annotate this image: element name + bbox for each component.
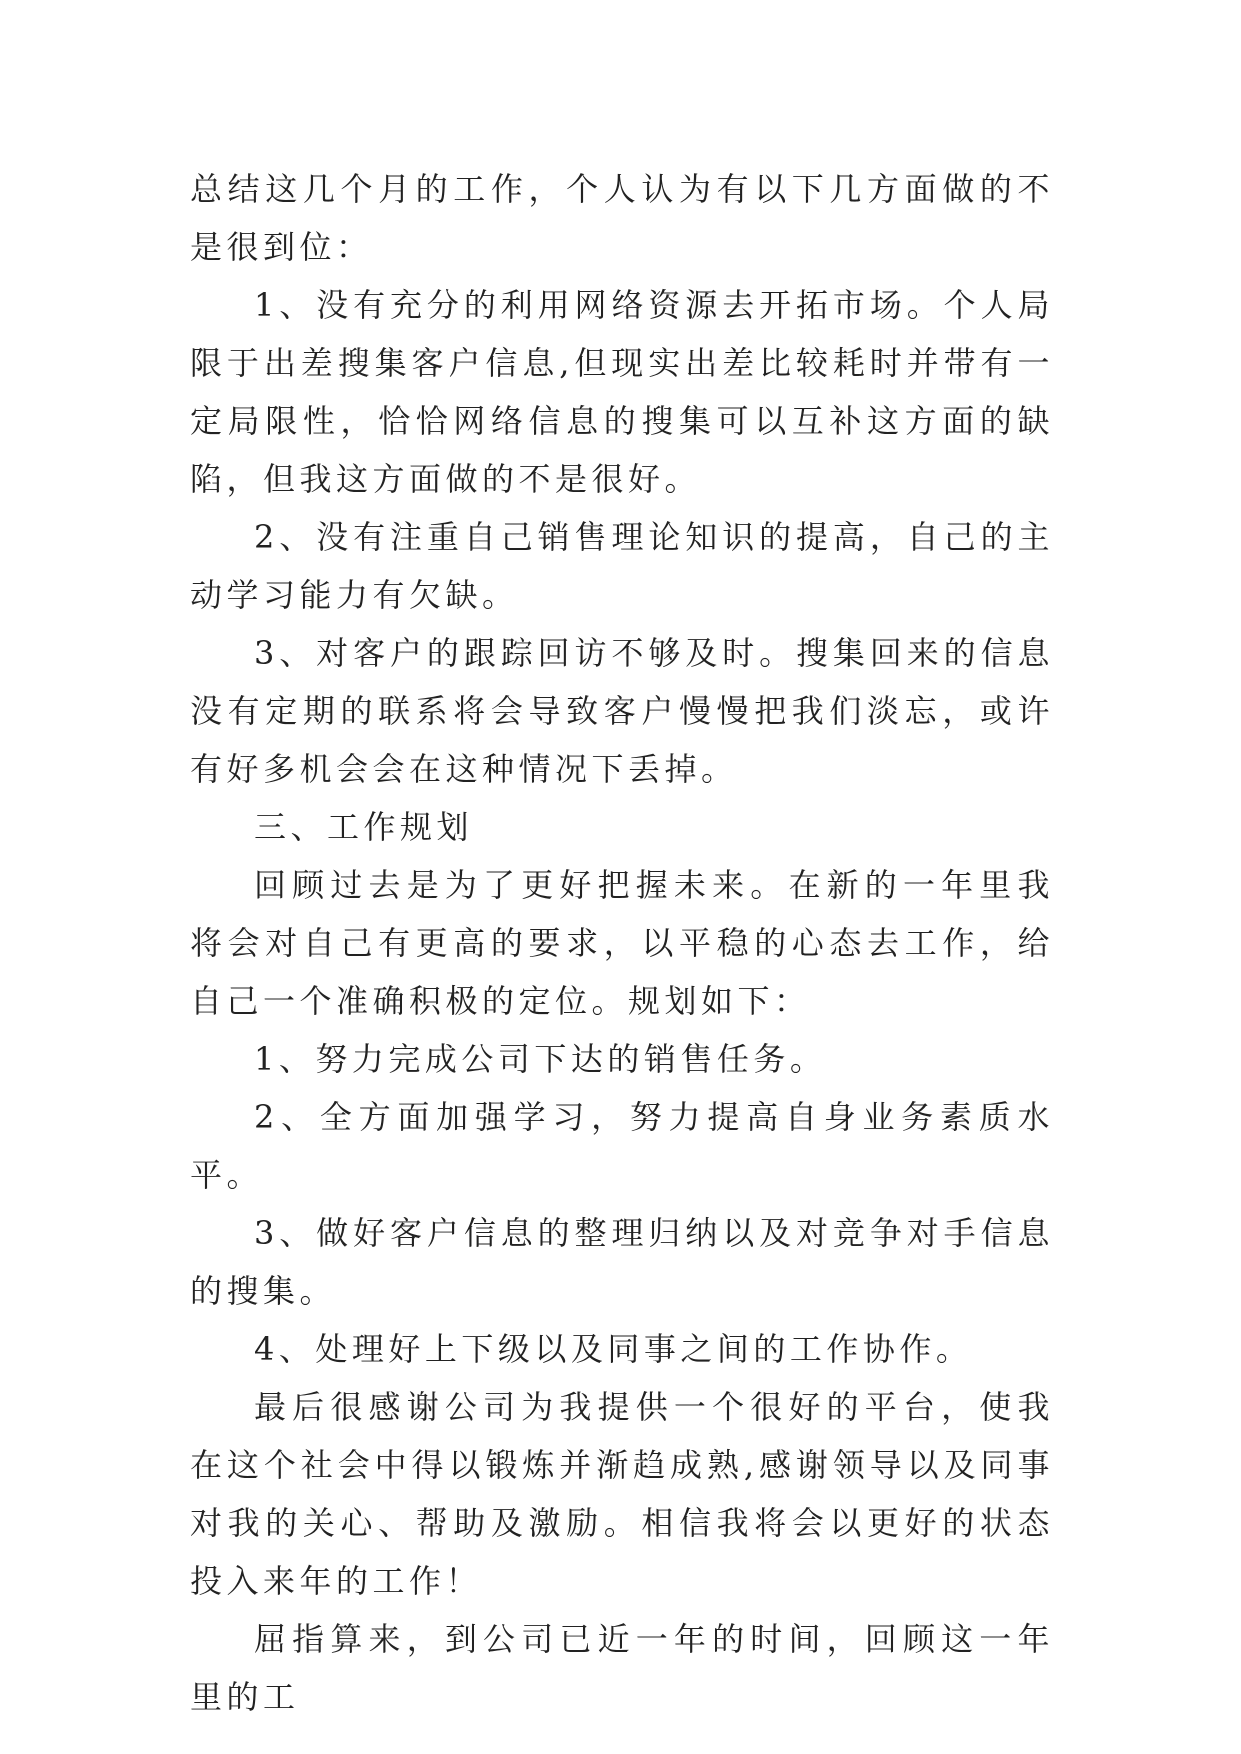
paragraph-plan-1: 1、努力完成公司下达的销售任务。: [254, 1040, 827, 1078]
paragraph-next-section: 屈指算来，到公司已近一年的时间，回顾这一年里的工: [190, 1620, 1054, 1716]
paragraph-thanks: 最后很感谢公司为我提供一个很好的平台，使我在这个社会中得以锻炼并渐趋成熟,感谢领导以及同事对我的关心、帮助及激励。相信我将会以更好的状态投入来年的工作！: [190, 1388, 1054, 1600]
body-text: [190, 160, 1054, 1726]
paragraph-issue-1: 1、没有充分的利用网络资源去开拓市场。个人局限于出差搜集客户信息,但现实出差比较耗时并带有一定局限性，恰恰网络信息的搜集可以互补这方面的缺陷，但我这方面做的不是很好。: [190, 286, 1054, 498]
paragraph-plan-intro: 回顾过去是为了更好把握未来。在新的一年里我将会对自己有更高的要求，以平稳的心态去工作，给自己一个准确积极的定位。规划如下：: [190, 866, 1054, 1020]
paragraph-issue-3: 3、对客户的跟踪回访不够及时。搜集回来的信息没有定期的联系将会导致客户慢慢把我们淡忘，或许有好多机会会在这种情况下丢掉。: [190, 634, 1054, 788]
section-heading-work-plan: 三、工作规划: [254, 808, 474, 846]
paragraph-intro: 总结这几个月的工作，个人认为有以下几方面做的不是很到位：: [190, 170, 1054, 266]
paragraph-plan-4: 4、处理好上下级以及同事之间的工作协作。: [254, 1330, 973, 1368]
paragraph-plan-2: 2、全方面加强学习，努力提高自身业务素质水平。: [190, 1098, 1054, 1194]
paragraph-issue-2: 2、没有注重自己销售理论知识的提高，自己的主动学习能力有欠缺。: [190, 518, 1054, 614]
paragraph-plan-3: 3、做好客户信息的整理归纳以及对竞争对手信息的搜集。: [190, 1214, 1054, 1310]
